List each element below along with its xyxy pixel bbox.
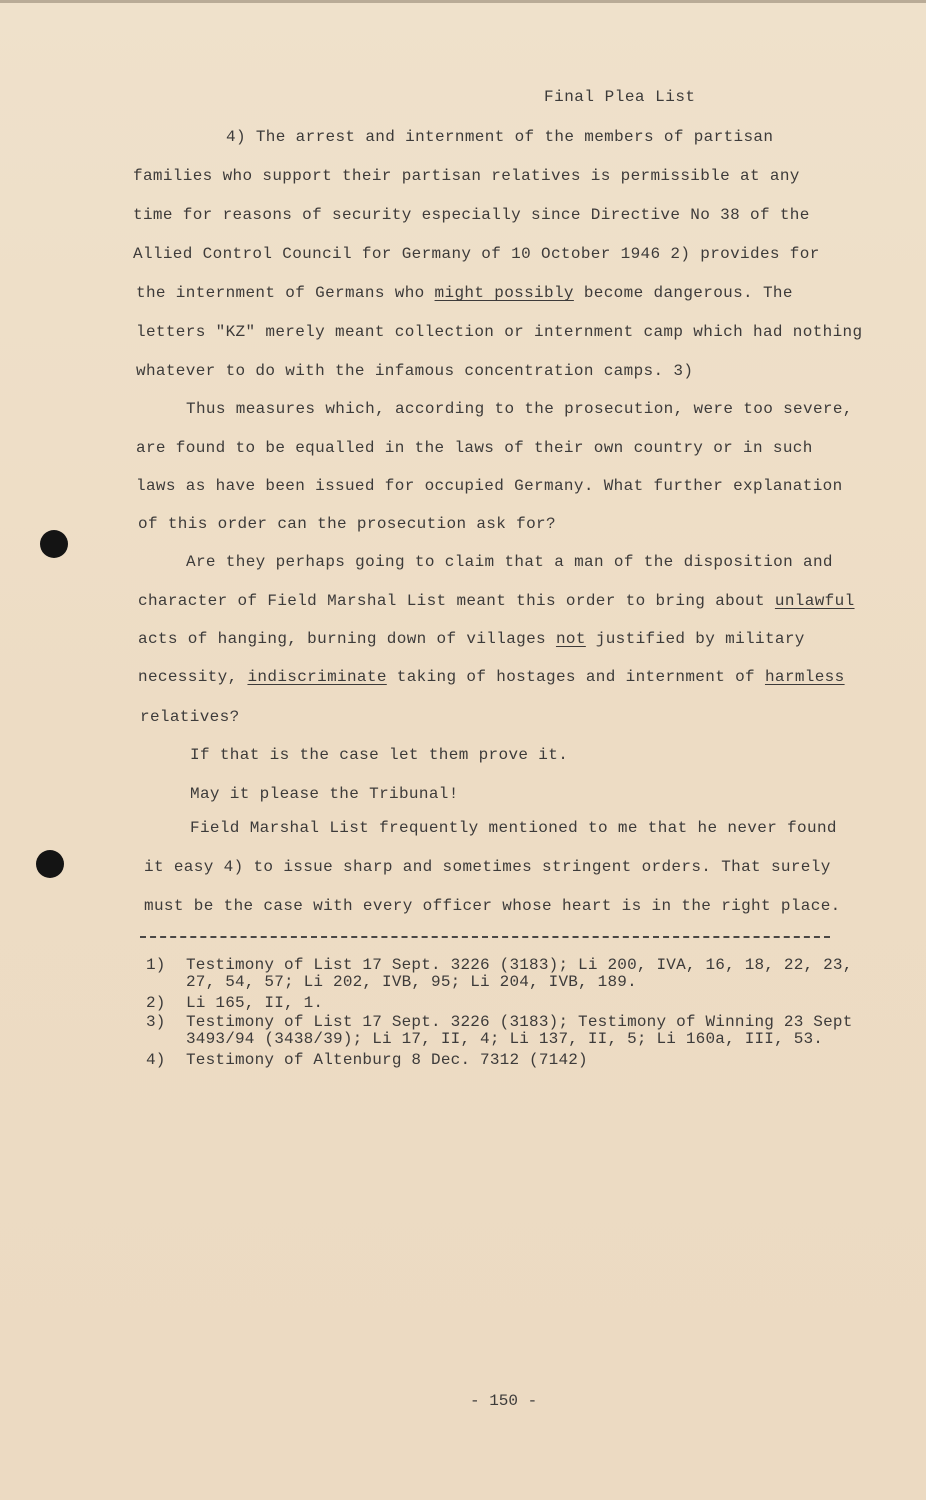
text-line — [138, 592, 855, 610]
footnote-text: Testimony of Altenburg 8 Dec. 7312 (7142) — [186, 1051, 588, 1069]
text-segment: become dangerous. The — [573, 284, 793, 302]
paragraph-4: If that is the case let them prove it. — [190, 746, 569, 764]
text-line — [138, 630, 805, 648]
underlined-phrase: might possibly — [434, 284, 574, 302]
text-line: relatives? — [140, 708, 240, 726]
footnote-text: Li 165, II, 1. — [186, 994, 324, 1012]
text-line — [136, 284, 793, 302]
underlined-word: unlawful — [774, 592, 855, 610]
text-line: must be the case with every officer whose heart is in the right place. — [144, 897, 841, 915]
underlined-word: not — [555, 630, 586, 648]
footnote-number: 1) — [146, 956, 166, 974]
text-segment: necessity, — [138, 668, 248, 686]
underlined-word: indiscriminate — [247, 668, 387, 686]
text-line: it easy 4) to issue sharp and sometimes stringent orders. That surely — [144, 858, 831, 876]
paragraph-5: May it please the Tribunal! — [190, 785, 459, 803]
footnote-text: 3493/94 (3438/39); Li 17, II, 4; Li 137, II, 5; Li 160a, III, 53. — [186, 1030, 824, 1048]
page-top-edge — [0, 0, 926, 3]
text-line — [138, 668, 845, 686]
text-line: Allied Control Council for Germany of 10 October 1946 2) provides for — [133, 245, 820, 263]
text-segment: the internment of Germans who — [136, 284, 435, 302]
footnote-text: Testimony of List 17 Sept. 3226 (3183); Li 200, IVA, 16, 18, 22, 23, — [186, 956, 853, 974]
footnote-text: Testimony of List 17 Sept. 3226 (3183); Testimony of Winning 23 Sept — [186, 1013, 853, 1031]
text-line: whatever to do with the infamous concentration camps. 3) — [136, 362, 694, 380]
punch-hole-lower — [36, 850, 64, 878]
footnote-number: 4) — [146, 1051, 166, 1069]
footnote-number: 2) — [146, 994, 166, 1012]
text-line: Are they perhaps going to claim that a man of the disposition and — [186, 553, 833, 571]
text-line: are found to be equalled in the laws of their own country or in such — [136, 439, 813, 457]
text-line: time for reasons of security especially since Directive No 38 of the — [133, 206, 810, 224]
underlined-word: harmless — [764, 668, 845, 686]
page-header: Final Plea List — [544, 88, 696, 106]
text-line: laws as have been issued for occupied Germany. What further explanation — [136, 477, 843, 495]
footnote-separator — [140, 936, 830, 938]
punch-hole-upper — [40, 530, 68, 558]
text-segment: taking of hostages and internment of — [386, 668, 765, 686]
text-segment: acts of hanging, burning down of villages — [138, 630, 556, 648]
text-line: of this order can the prosecution ask for? — [138, 515, 556, 533]
text-segment: justified by military — [585, 630, 805, 648]
footnote-number: 3) — [146, 1013, 166, 1031]
text-line: letters "KZ" merely meant collection or internment camp which had nothing — [136, 323, 863, 341]
text-segment: character of Field Marshal List meant this order to bring about — [138, 592, 775, 610]
text-line: Field Marshal List frequently mentioned to me that he never found — [190, 819, 837, 837]
text-line: families who support their partisan relatives is permissible at any — [133, 167, 800, 185]
page-number: - 150 - — [470, 1392, 538, 1410]
text-line: Thus measures which, according to the prosecution, were too severe, — [186, 400, 853, 418]
text-line: 4) The arrest and internment of the members of partisan — [226, 128, 774, 146]
footnote-text: 27, 54, 57; Li 202, IVB, 95; Li 204, IVB, 189. — [186, 973, 637, 991]
